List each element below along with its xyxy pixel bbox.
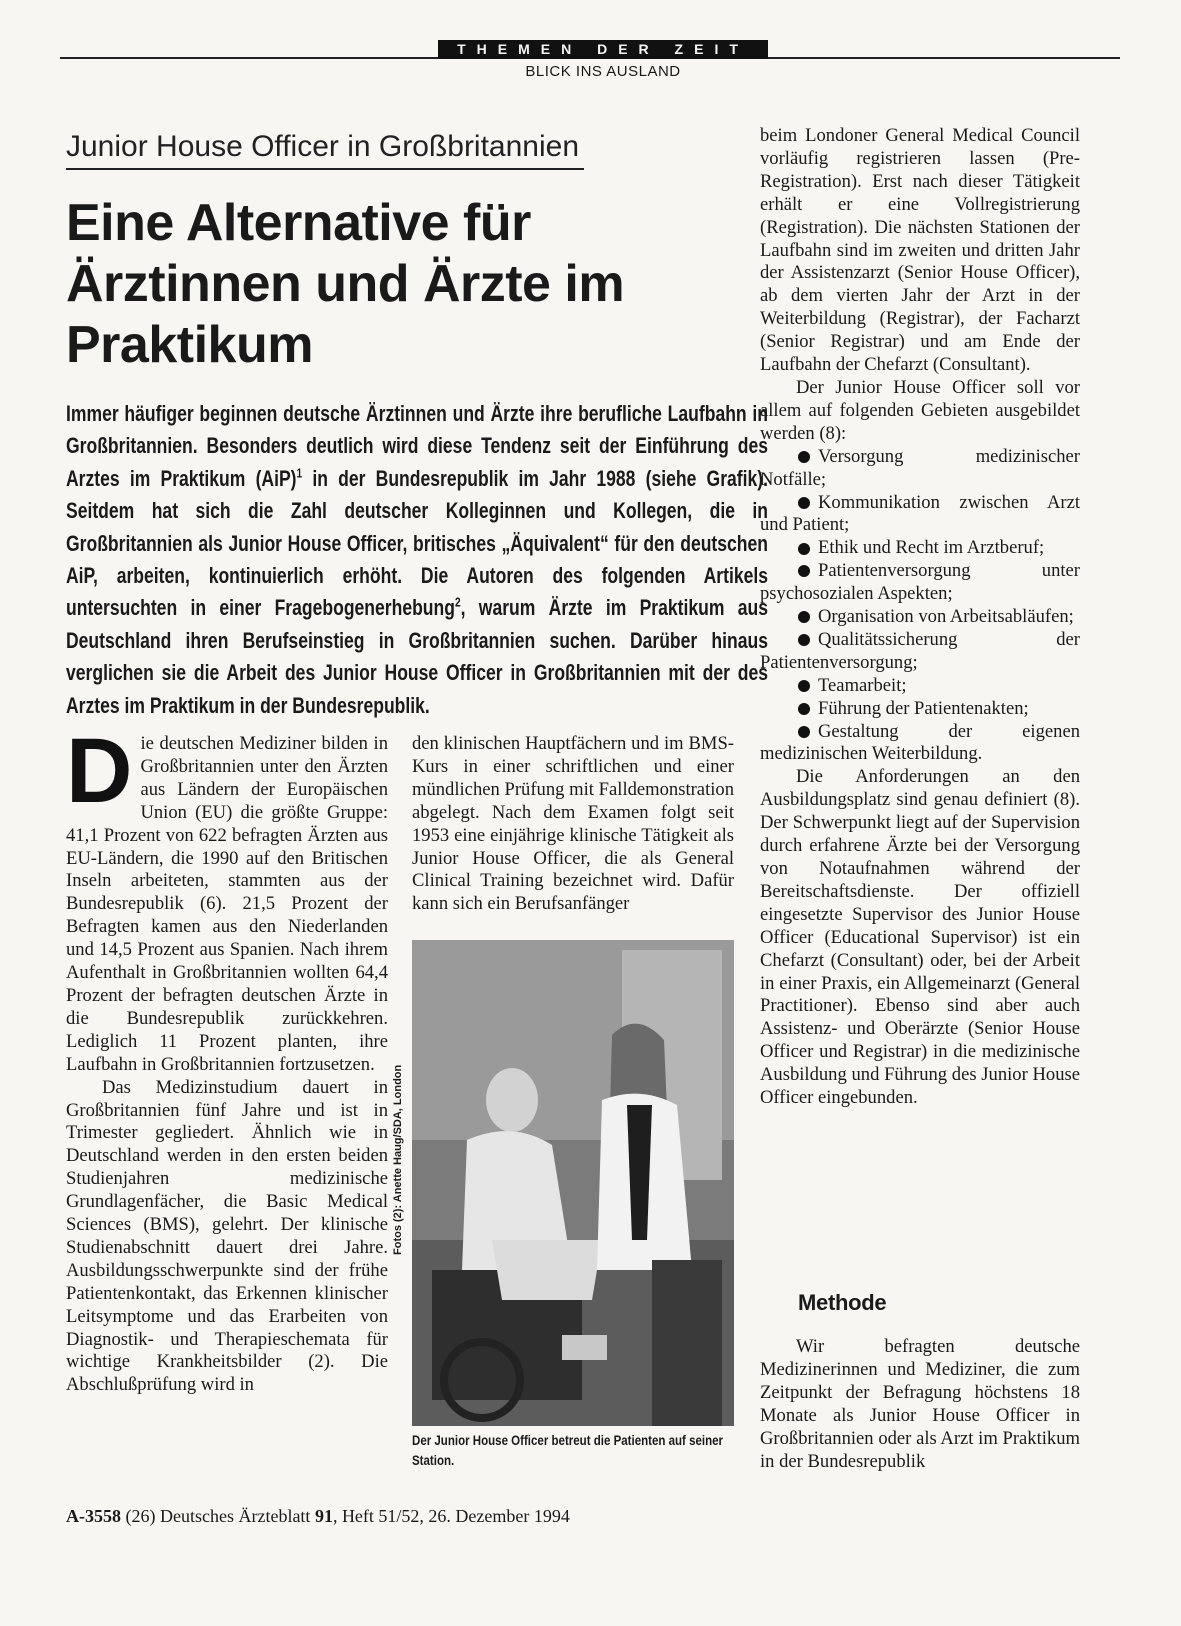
body-paragraph bbox=[66, 720, 388, 1077]
page-code: A-3558 bbox=[66, 1506, 121, 1526]
section-heading: Methode bbox=[798, 1290, 887, 1315]
list-item bbox=[760, 560, 1080, 606]
body-paragraph: Das Medizinstudium dauert in Großbritannien fünf Jahre und ist in Trimester gegliedert. Ähnlich wie in Deutschland werden in den ersten beiden Studienjahren medizinische Grundlagenfächer, die Basic Medical Sciences (BMS), gelehrt. Der klinische Studienabschnitt dauert drei Jahre. Ausbildungsschwerpunkte sind der frühe Patientenkontakt, das Erkennen klinischer Leitsymptome und das Erarbeiten von Diagnostik- und Therapieschemata für wichtige Krankheitsbilder (2). Die Abschlußprüfung wird in bbox=[66, 1076, 388, 1396]
list-item bbox=[760, 606, 1080, 629]
lead-text-1: Immer häufiger beginnen deutsche Ärztinnen und Ärzte ihre berufliche Laufbahn in Großbritannien. Besonders deutlich wird diese Tendenz seit der Einführung des Arztes im Praktikum (AiP) bbox=[66, 401, 768, 491]
body-paragraph: Der Junior House Officer soll vor allem auf folgenden Gebieten ausgebildet werden (8): bbox=[760, 376, 1080, 444]
body-paragraph: beim Londoner General Medical Council vorläufig registrieren lassen (Pre-Registration). Erst nach dieser Tätigkeit erhält er eine Vollregistrierung (Registration). Die nächsten Stationen der Laufbahn sind im zweiten und dritten Jahr der Assistenzarzt (Senior House Officer), ab dem vierten Jahr der Arzt in der Weiterbildung (Registrar), der Facharzt (Senior Registrar) und am Ende der Laufbahn der Chefarzt (Consultant). bbox=[760, 125, 1080, 376]
list-item-text: Gestaltung der eigenen medizinischen Weiterbildung. bbox=[760, 720, 1080, 765]
issue-info: , Heft 51/52, 26. Dezember 1994 bbox=[332, 1506, 570, 1526]
body-paragraph: Wir befragten deutsche Medizinerinnen und Mediziner, die zum Zeitpunkt der Befragung höchstens 18 Monate als Junior House Officer in Großbritannien oder als Arzt im Praktikum in der Bundesrepublik bbox=[760, 1336, 1080, 1472]
list-item bbox=[760, 446, 1080, 492]
subsection-label: BLICK INS AUSLAND bbox=[525, 63, 681, 80]
bullet-icon bbox=[798, 543, 810, 555]
volume-number: 91 bbox=[314, 1506, 333, 1526]
body-paragraph: Die Anforderungen an den Ausbildungsplatz sind genau definiert (8). Der Schwerpunkt liegt auf der Supervision durch erfahrene Ärzte bei der Versorgung von Notaufnahmen während der Bereitschaftsdienste. Der offiziell eingesetzte Supervisor des Junior House Officer (Educational Supervisor) ist ein Chefarzt (Consultant) oder, bei der Arbeit in einer Praxis, ein Allgemeinarzt (General Practitioner). Ebenso sind aber auch Assistenz- und Oberärzte (Senior House Officer und Registrar) in die medizinische Ausbildung und Führung des Junior House Officer eingebunden. bbox=[760, 766, 1080, 1109]
bullet-icon bbox=[798, 565, 810, 577]
list-item bbox=[760, 537, 1080, 560]
list-item-text: Organisation von Arbeitsabläufen; bbox=[818, 606, 1074, 628]
bullet-icon bbox=[798, 703, 810, 715]
bullet-icon bbox=[798, 451, 810, 463]
photo-caption: Der Junior House Officer betreut die Patienten auf seiner Station. bbox=[412, 1433, 724, 1468]
body-column-2 bbox=[412, 733, 734, 916]
journal-name: (26) Deutsches Ärzteblatt bbox=[125, 1506, 311, 1526]
bullet-icon bbox=[798, 611, 810, 623]
section-banner: THEMEN DER ZEIT bbox=[438, 40, 768, 59]
kicker-underline bbox=[66, 168, 584, 170]
body-column-3-continued bbox=[760, 1336, 1080, 1473]
drop-cap: D bbox=[66, 720, 133, 822]
list-item-text: Versorgung medizinischer Notfälle; bbox=[760, 445, 1080, 490]
list-item bbox=[760, 698, 1080, 721]
list-item-text: Qualitätssicherung der Patientenversorgung; bbox=[760, 628, 1080, 673]
list-item bbox=[760, 629, 1080, 675]
list-item-text: Kommunikation zwischen Arzt und Patient; bbox=[760, 491, 1080, 536]
footnote-ref-2: 2 bbox=[454, 594, 461, 610]
footnote-ref-1: 1 bbox=[296, 465, 303, 481]
article-lead bbox=[66, 398, 768, 722]
list-item-text: Patientenversorgung unter psychosozialen Aspekten; bbox=[760, 560, 1080, 605]
photo-credit: Fotos (2): Anette Haug/SDA, London bbox=[392, 1064, 404, 1255]
photo-illustration bbox=[412, 940, 734, 1426]
list-item bbox=[760, 492, 1080, 538]
list-item bbox=[760, 721, 1080, 767]
bullet-icon bbox=[798, 497, 810, 509]
bullet-icon bbox=[798, 634, 810, 646]
list-item-text: Teamarbeit; bbox=[818, 674, 907, 696]
article-headline: Eine Alternative für Ärztinnen und Ärzte im Praktikum bbox=[66, 194, 625, 374]
article-kicker: Junior House Officer in Großbritannien bbox=[66, 130, 580, 163]
lead-text-3: , warum Ärzte im Praktikum aus Deutschland ihren Berufseinstieg in Großbritannien suchen. Darüber hinaus verglichen sie die Arbeit des Junior House Officer in Großbritannien mit der des Arztes im Praktikum in der Bundesrepublik. bbox=[66, 595, 768, 718]
bullet-icon bbox=[798, 680, 810, 692]
paragraph-text: ie deutschen Mediziner bilden in Großbritannien unter den Ärzten aus Ländern der Europäischen Union (EU) die größte Gruppe: 41,1 Prozent von 622 befragten Ärzten aus EU-Ländern, die 1990 auf den Britischen Inseln arbeiteten, stammten aus der Bundesrepublik (6). 21,5 Prozent der Befragten kamen aus den Niederlanden und 14,5 Prozent aus Spanien. Nach ihrem Aufenthalt in Großbritannien wollten 64,4 Prozent der befragten deutschen Ärzte in die Bundesrepublik zurückkehren. Lediglich 11 Prozent planten, ihre Laufbahn in Großbritannien fortzusetzen. bbox=[66, 733, 388, 1075]
list-item bbox=[760, 675, 1080, 698]
body-column-3 bbox=[760, 125, 1080, 1110]
page-footer bbox=[66, 1506, 570, 1527]
body-column-1 bbox=[66, 720, 388, 1397]
lead-text-2: in der Bundesrepublik im Jahr 1988 (siehe Grafik). Seitdem hat sich die Zahl deutscher Kolleginnen und Kollegen, die in Großbritannien als Junior House Officer, britisches „Äquivalent“ für den deutschen AiP, arbeiten, kontinuierlich erhöht. Die Autoren des folgenden Artikels untersuchten in einer Fragebogenerhebung bbox=[66, 465, 768, 621]
bullet-icon bbox=[798, 726, 810, 738]
body-paragraph: den klinischen Hauptfächern und im BMS-Kurs in einer schriftlichen und einer mündlichen Prüfung mit Falldemonstration abgelegt. Nach dem Examen folgt seit 1953 eine einjährige klinische Tätigkeit als Junior House Officer, die als General Clinical Training bezeichnet wird. Dafür kann sich ein Berufsanfänger bbox=[412, 733, 734, 915]
list-item-text: Führung der Patientenakten; bbox=[818, 697, 1029, 719]
list-item-text: Ethik und Recht im Arztberuf; bbox=[818, 537, 1045, 559]
article-photo bbox=[412, 940, 734, 1426]
